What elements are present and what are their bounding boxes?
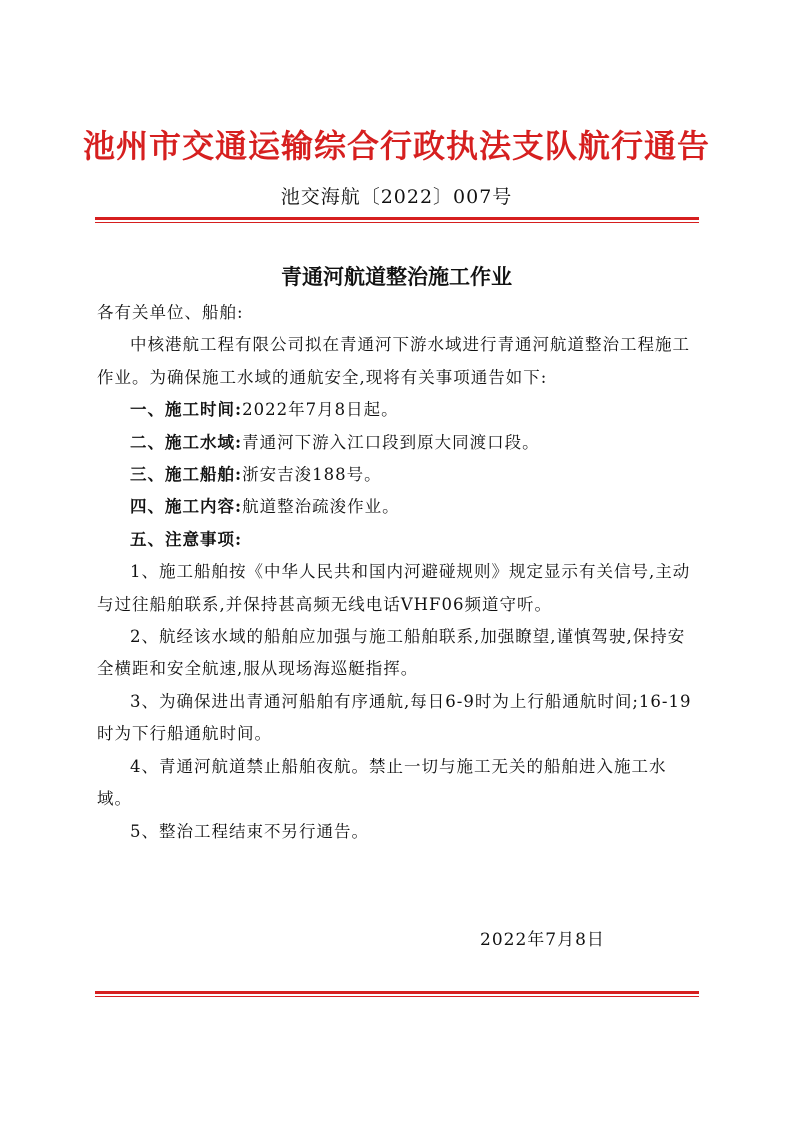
salutation: 各有关单位、船舶: bbox=[97, 303, 244, 322]
note-item: 5、整治工程结束不另行通告。 bbox=[130, 821, 369, 841]
footer-divider bbox=[95, 991, 699, 997]
item-construction-time bbox=[97, 394, 700, 426]
header-divider-thick bbox=[95, 217, 699, 220]
header-divider bbox=[95, 217, 699, 223]
item-text: 航道整治疏浚作业。 bbox=[242, 497, 400, 517]
item-precautions bbox=[97, 524, 700, 556]
note-item: 4、青通河航道禁止船舶夜航。禁止一切与施工无关的船舶进入施工水域。 bbox=[97, 756, 667, 809]
item-text: 浙安吉浚188号。 bbox=[242, 465, 382, 485]
document-title: 池州市交通运输综合行政执法支队航行通告 bbox=[82, 127, 710, 165]
note-item: 2、航经该水域的船舶应加强与施工船舶联系,加强瞭望,谨慎驾驶,保持安全横距和安全航速,服从现场海巡艇指挥。 bbox=[97, 627, 686, 679]
item-construction-area bbox=[97, 427, 700, 459]
note-item: 1、施工船舶按《中华人民共和国内河避碰规则》规定显示有关信号,主动与过往船舶联系,并保持甚高频无线电话VHF06频道守听。 bbox=[97, 562, 691, 614]
notice-subject: 青通河航道整治施工作业 bbox=[281, 264, 512, 289]
intro-paragraph: 中核港航工程有限公司拟在青通河下游水域进行青通河航道整治工程施工作业。为确保施工水域的通航安全,现将有关事项通告如下: bbox=[97, 335, 690, 387]
notice-body bbox=[97, 297, 700, 848]
item-text: 2022年7月8日起。 bbox=[242, 400, 399, 420]
item-construction-content bbox=[97, 491, 700, 523]
item-label: 三、施工船舶: bbox=[130, 465, 243, 485]
item-label: 二、施工水域: bbox=[130, 432, 243, 452]
footer-divider-thick bbox=[95, 991, 699, 994]
item-label: 一、施工时间: bbox=[130, 400, 243, 420]
item-label: 四、施工内容: bbox=[130, 497, 243, 517]
document-number: 池交海航〔2022〕007号 bbox=[280, 186, 513, 208]
header-divider-thin bbox=[95, 222, 699, 223]
issue-date: 2022年7月8日 bbox=[480, 930, 605, 950]
item-text: 青通河下游入江口段到原大同渡口段。 bbox=[242, 432, 540, 452]
item-construction-vessel bbox=[97, 459, 700, 491]
footer-divider-thin bbox=[95, 996, 699, 997]
note-item: 3、为确保进出青通河船舶有序通航,每日6-9时为上行船通航时间;16-19时为下行船通航时间。 bbox=[97, 691, 692, 744]
item-label: 五、注意事项: bbox=[130, 529, 243, 549]
